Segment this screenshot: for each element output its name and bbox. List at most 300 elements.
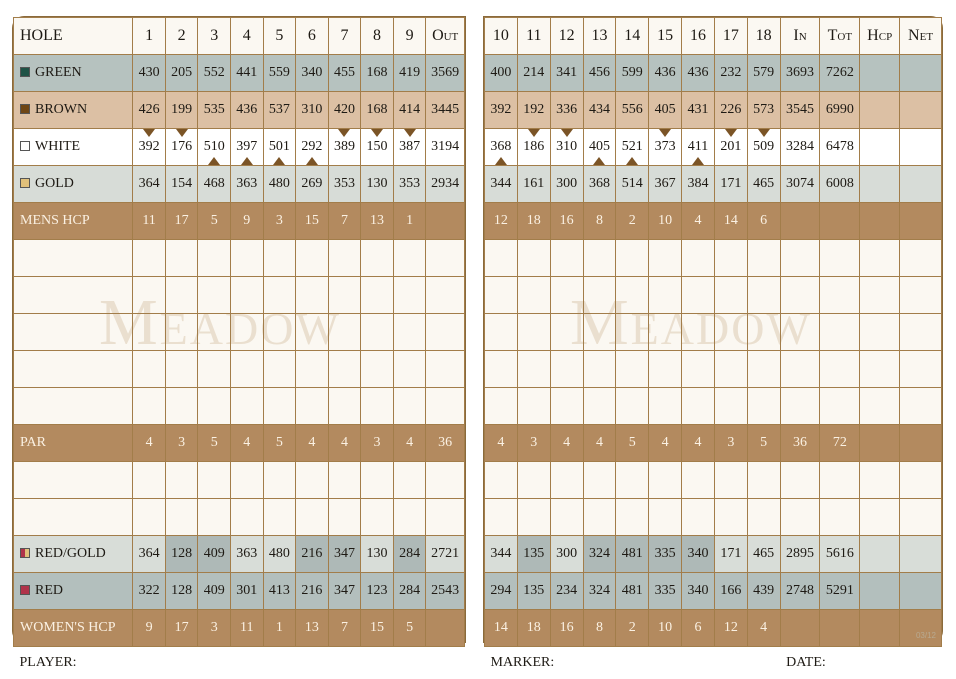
score-entry-cell[interactable] bbox=[165, 351, 198, 388]
score-entry-cell[interactable] bbox=[860, 240, 900, 277]
score-entry-cell[interactable] bbox=[296, 388, 329, 425]
score-entry-cell[interactable] bbox=[780, 499, 820, 536]
score-entry-cell[interactable] bbox=[133, 240, 166, 277]
score-entry-cell[interactable] bbox=[263, 499, 296, 536]
table-row bbox=[14, 203, 465, 240]
table-row bbox=[14, 351, 465, 388]
score-entry-cell[interactable] bbox=[296, 462, 329, 499]
hole-number: 17 bbox=[714, 18, 747, 55]
score-entry-cell[interactable] bbox=[820, 314, 860, 351]
yardage-cell: 347 bbox=[328, 573, 361, 610]
score-entry-cell[interactable] bbox=[649, 462, 682, 499]
score-entry-cell[interactable] bbox=[328, 277, 361, 314]
hole-number: 16 bbox=[682, 18, 715, 55]
score-entry-cell[interactable] bbox=[426, 499, 465, 536]
yardage-cell: 128 bbox=[165, 536, 198, 573]
score-entry-cell[interactable] bbox=[780, 351, 820, 388]
score-entry-cell[interactable] bbox=[900, 240, 942, 277]
score-entry-cell[interactable] bbox=[198, 314, 231, 351]
hcp-cell: 18 bbox=[517, 610, 550, 647]
score-entry-cell[interactable] bbox=[165, 314, 198, 351]
hole-number: 12 bbox=[550, 18, 583, 55]
hole-number: 3 bbox=[198, 18, 231, 55]
score-entry-cell[interactable] bbox=[133, 462, 166, 499]
empty-cell bbox=[780, 203, 820, 240]
score-entry-cell[interactable] bbox=[165, 277, 198, 314]
score-entry-cell[interactable] bbox=[747, 462, 780, 499]
net-entry-cell[interactable] bbox=[900, 129, 942, 166]
yardage-cell: 353 bbox=[328, 166, 361, 203]
score-entry-cell[interactable] bbox=[426, 351, 465, 388]
score-entry-cell[interactable] bbox=[328, 240, 361, 277]
hole-number: 8 bbox=[361, 18, 394, 55]
hcp-cell: 4 bbox=[747, 610, 780, 647]
score-entry-cell[interactable] bbox=[860, 314, 900, 351]
score-entry-cell[interactable] bbox=[550, 277, 583, 314]
green-swatch-icon bbox=[20, 67, 30, 77]
score-entry-cell[interactable] bbox=[296, 240, 329, 277]
score-entry-cell[interactable] bbox=[616, 240, 649, 277]
score-entry-cell[interactable] bbox=[296, 499, 329, 536]
triangle-down-icon bbox=[176, 129, 188, 137]
score-entry-cell[interactable] bbox=[426, 277, 465, 314]
hole-number: 14 bbox=[616, 18, 649, 55]
yardage-cell: 480 bbox=[263, 166, 296, 203]
hcp-cell: 17 bbox=[165, 610, 198, 647]
yardage-cell: 335 bbox=[649, 536, 682, 573]
score-entry-cell[interactable] bbox=[165, 462, 198, 499]
score-entry-cell[interactable] bbox=[230, 462, 263, 499]
score-entry-cell[interactable] bbox=[426, 388, 465, 425]
score-entry-cell[interactable] bbox=[230, 388, 263, 425]
score-entry-cell[interactable] bbox=[263, 277, 296, 314]
score-entry-cell[interactable] bbox=[133, 277, 166, 314]
score-entry-cell[interactable] bbox=[682, 240, 715, 277]
triangle-up-icon bbox=[273, 157, 285, 165]
score-entry-cell[interactable] bbox=[517, 351, 550, 388]
score-entry-cell[interactable] bbox=[485, 277, 518, 314]
net-entry-cell[interactable] bbox=[900, 55, 942, 92]
white-swatch-icon bbox=[20, 141, 30, 151]
score-entry-cell[interactable] bbox=[485, 388, 518, 425]
score-entry-cell[interactable] bbox=[165, 499, 198, 536]
yardage-cell: 335 bbox=[649, 573, 682, 610]
yardage-cell: 340 bbox=[296, 55, 329, 92]
score-entry-cell[interactable] bbox=[860, 388, 900, 425]
par-cell: 3 bbox=[517, 425, 550, 462]
yardage-cell: 310 bbox=[550, 129, 583, 166]
table-row bbox=[14, 129, 465, 166]
in-total-cell: 3074 bbox=[780, 166, 820, 203]
player-label: PLAYER: bbox=[14, 647, 465, 679]
score-entry-cell[interactable] bbox=[747, 277, 780, 314]
score-entry-cell[interactable] bbox=[583, 388, 616, 425]
yardage-cell: 192 bbox=[517, 92, 550, 129]
table-row bbox=[14, 166, 465, 203]
score-entry-cell[interactable] bbox=[393, 462, 426, 499]
score-entry-cell[interactable] bbox=[820, 388, 860, 425]
score-entry-cell[interactable] bbox=[426, 240, 465, 277]
yardage-cell: 413 bbox=[263, 573, 296, 610]
score-entry-cell[interactable] bbox=[14, 499, 133, 536]
score-entry-cell[interactable] bbox=[860, 499, 900, 536]
yardage-cell: 216 bbox=[296, 573, 329, 610]
yardage-cell: 400 bbox=[485, 55, 518, 92]
hcp-cell: 11 bbox=[133, 203, 166, 240]
score-entry-cell[interactable] bbox=[780, 388, 820, 425]
score-entry-cell[interactable] bbox=[230, 351, 263, 388]
hcp-cell: 13 bbox=[296, 610, 329, 647]
score-entry-cell[interactable] bbox=[14, 351, 133, 388]
hcp-cell: 5 bbox=[393, 610, 426, 647]
gold-tee-label bbox=[14, 166, 133, 203]
yardage-cell: 579 bbox=[747, 55, 780, 92]
score-entry-cell[interactable] bbox=[133, 499, 166, 536]
score-entry-cell[interactable] bbox=[714, 314, 747, 351]
score-entry-cell[interactable] bbox=[747, 314, 780, 351]
hole-number: 13 bbox=[583, 18, 616, 55]
table-row bbox=[14, 425, 465, 462]
score-entry-cell[interactable] bbox=[517, 277, 550, 314]
score-entry-cell[interactable] bbox=[714, 462, 747, 499]
table-row bbox=[485, 166, 942, 203]
par-cell: 4 bbox=[649, 425, 682, 462]
score-entry-cell[interactable] bbox=[485, 240, 518, 277]
hole-number: 7 bbox=[328, 18, 361, 55]
table-row bbox=[14, 277, 465, 314]
yardage-cell: 340 bbox=[682, 573, 715, 610]
yardage-cell: 480 bbox=[263, 536, 296, 573]
score-entry-cell[interactable] bbox=[900, 499, 942, 536]
score-entry-cell[interactable] bbox=[714, 499, 747, 536]
score-entry-cell[interactable] bbox=[14, 462, 133, 499]
score-entry-cell[interactable] bbox=[198, 388, 231, 425]
score-entry-cell[interactable] bbox=[649, 277, 682, 314]
triangle-down-icon bbox=[758, 129, 770, 137]
score-entry-cell[interactable] bbox=[485, 462, 518, 499]
yardage-cell: 234 bbox=[550, 573, 583, 610]
par-cell: 4 bbox=[393, 425, 426, 462]
hcp-cell: 11 bbox=[230, 610, 263, 647]
yardage-cell: 384 bbox=[682, 166, 715, 203]
score-entry-cell[interactable] bbox=[780, 314, 820, 351]
score-entry-cell[interactable] bbox=[747, 499, 780, 536]
score-entry-cell[interactable] bbox=[198, 351, 231, 388]
hcp-cell: 17 bbox=[165, 203, 198, 240]
par-cell: 3 bbox=[714, 425, 747, 462]
score-entry-cell[interactable] bbox=[860, 351, 900, 388]
hcp-cell: 1 bbox=[263, 610, 296, 647]
hcp-entry-cell[interactable] bbox=[860, 129, 900, 166]
score-entry-cell[interactable] bbox=[230, 499, 263, 536]
score-entry-cell[interactable] bbox=[328, 388, 361, 425]
score-entry-cell[interactable] bbox=[296, 351, 329, 388]
score-entry-cell[interactable] bbox=[616, 388, 649, 425]
score-entry-cell[interactable] bbox=[296, 277, 329, 314]
score-entry-cell[interactable] bbox=[328, 462, 361, 499]
yardage-cell: 367 bbox=[649, 166, 682, 203]
in-total-cell: 2748 bbox=[780, 573, 820, 610]
par-cell: 4 bbox=[583, 425, 616, 462]
white-tee-label-text: WHITE bbox=[35, 139, 81, 154]
score-entry-cell[interactable] bbox=[550, 499, 583, 536]
score-entry-cell[interactable] bbox=[820, 499, 860, 536]
yardage-cell: 284 bbox=[393, 536, 426, 573]
yardage-cell: 465 bbox=[747, 536, 780, 573]
yardage-cell: 431 bbox=[682, 92, 715, 129]
score-entry-cell[interactable] bbox=[133, 351, 166, 388]
score-entry-cell[interactable] bbox=[361, 351, 394, 388]
green-tee-label bbox=[14, 55, 133, 92]
score-entry-cell[interactable] bbox=[361, 277, 394, 314]
hcp-cell: 8 bbox=[583, 203, 616, 240]
par-cell: 5 bbox=[198, 425, 231, 462]
score-entry-cell[interactable] bbox=[263, 462, 296, 499]
yardage-cell: 397 bbox=[230, 129, 263, 166]
score-entry-cell[interactable] bbox=[682, 499, 715, 536]
score-entry-cell[interactable] bbox=[550, 462, 583, 499]
hcp-entry-cell[interactable] bbox=[860, 573, 900, 610]
empty-cell bbox=[820, 203, 860, 240]
score-entry-cell[interactable] bbox=[714, 351, 747, 388]
score-entry-cell[interactable] bbox=[230, 240, 263, 277]
score-entry-cell[interactable] bbox=[649, 351, 682, 388]
score-entry-cell[interactable] bbox=[517, 314, 550, 351]
score-entry-cell[interactable] bbox=[649, 240, 682, 277]
hcp-entry-cell[interactable] bbox=[860, 536, 900, 573]
score-entry-cell[interactable] bbox=[583, 314, 616, 351]
hcp-entry-cell[interactable] bbox=[860, 166, 900, 203]
net-entry-cell[interactable] bbox=[900, 536, 942, 573]
table-row bbox=[485, 425, 942, 462]
yardage-cell: 166 bbox=[714, 573, 747, 610]
score-entry-cell[interactable] bbox=[328, 351, 361, 388]
watermark: Meadow bbox=[570, 286, 812, 359]
score-entry-cell[interactable] bbox=[485, 314, 518, 351]
score-entry-cell[interactable] bbox=[230, 314, 263, 351]
par-cell: 4 bbox=[682, 425, 715, 462]
score-entry-cell[interactable] bbox=[649, 314, 682, 351]
tee-label-text: RED bbox=[35, 583, 63, 598]
score-entry-cell[interactable] bbox=[263, 388, 296, 425]
yardage-cell: 509 bbox=[747, 129, 780, 166]
score-entry-cell[interactable] bbox=[747, 388, 780, 425]
table-row bbox=[14, 573, 465, 610]
score-entry-cell[interactable] bbox=[328, 499, 361, 536]
table-row bbox=[14, 92, 465, 129]
score-entry-cell[interactable] bbox=[517, 499, 550, 536]
hcp-entry-cell[interactable] bbox=[860, 92, 900, 129]
yardage-cell: 216 bbox=[296, 536, 329, 573]
score-entry-cell[interactable] bbox=[133, 388, 166, 425]
score-entry-cell[interactable] bbox=[682, 314, 715, 351]
brown-swatch-icon bbox=[20, 104, 30, 114]
score-entry-cell[interactable] bbox=[14, 240, 133, 277]
score-entry-cell[interactable] bbox=[583, 351, 616, 388]
score-entry-cell[interactable] bbox=[583, 240, 616, 277]
score-entry-cell[interactable] bbox=[780, 462, 820, 499]
yardage-cell: 168 bbox=[361, 92, 394, 129]
yardage-cell: 201 bbox=[714, 129, 747, 166]
score-entry-cell[interactable] bbox=[900, 314, 942, 351]
score-entry-cell[interactable] bbox=[649, 499, 682, 536]
score-entry-cell[interactable] bbox=[393, 240, 426, 277]
net-entry-cell[interactable] bbox=[900, 166, 942, 203]
score-entry-cell[interactable] bbox=[682, 351, 715, 388]
score-entry-cell[interactable] bbox=[714, 277, 747, 314]
score-entry-cell[interactable] bbox=[550, 351, 583, 388]
grand-total-cell: 6008 bbox=[820, 166, 860, 203]
score-entry-cell[interactable] bbox=[820, 240, 860, 277]
net-entry-cell[interactable] bbox=[900, 573, 942, 610]
score-entry-cell[interactable] bbox=[393, 388, 426, 425]
score-entry-cell[interactable] bbox=[328, 314, 361, 351]
score-entry-cell[interactable] bbox=[616, 314, 649, 351]
score-entry-cell[interactable] bbox=[263, 314, 296, 351]
score-entry-cell[interactable] bbox=[426, 314, 465, 351]
score-entry-cell[interactable] bbox=[900, 462, 942, 499]
score-entry-cell[interactable] bbox=[485, 499, 518, 536]
hcp-cell: 18 bbox=[517, 203, 550, 240]
hole-number: 6 bbox=[296, 18, 329, 55]
score-entry-cell[interactable] bbox=[550, 388, 583, 425]
score-entry-cell[interactable] bbox=[820, 462, 860, 499]
score-entry-cell[interactable] bbox=[14, 277, 133, 314]
score-entry-cell[interactable] bbox=[747, 351, 780, 388]
score-entry-cell[interactable] bbox=[616, 277, 649, 314]
yardage-cell: 300 bbox=[550, 536, 583, 573]
hcp-cell: 9 bbox=[230, 203, 263, 240]
score-entry-cell[interactable] bbox=[263, 240, 296, 277]
in-total-cell: 2895 bbox=[780, 536, 820, 573]
score-entry-cell[interactable] bbox=[14, 314, 133, 351]
score-entry-cell[interactable] bbox=[682, 277, 715, 314]
par-cell: 5 bbox=[747, 425, 780, 462]
yardage-cell: 294 bbox=[485, 573, 518, 610]
hole-number: 5 bbox=[263, 18, 296, 55]
yardage-cell: 161 bbox=[517, 166, 550, 203]
hole-number: 15 bbox=[649, 18, 682, 55]
score-entry-cell[interactable] bbox=[198, 277, 231, 314]
score-entry-cell[interactable] bbox=[583, 277, 616, 314]
yardage-cell: 535 bbox=[198, 92, 231, 129]
yardage-cell: 171 bbox=[714, 536, 747, 573]
score-entry-cell[interactable] bbox=[780, 277, 820, 314]
grand-total-cell: 6990 bbox=[820, 92, 860, 129]
score-entry-cell[interactable] bbox=[230, 277, 263, 314]
hcp-cell: 12 bbox=[485, 203, 518, 240]
score-entry-cell[interactable] bbox=[714, 388, 747, 425]
yardage-cell: 340 bbox=[682, 536, 715, 573]
yardage-cell: 226 bbox=[714, 92, 747, 129]
score-entry-cell[interactable] bbox=[165, 240, 198, 277]
score-entry-cell[interactable] bbox=[198, 499, 231, 536]
table-row bbox=[485, 610, 942, 647]
score-entry-cell[interactable] bbox=[649, 388, 682, 425]
score-entry-cell[interactable] bbox=[393, 277, 426, 314]
score-entry-cell[interactable] bbox=[682, 462, 715, 499]
score-entry-cell[interactable] bbox=[393, 499, 426, 536]
net-entry-cell[interactable] bbox=[900, 92, 942, 129]
hcp-cell: 1 bbox=[393, 203, 426, 240]
score-entry-cell[interactable] bbox=[747, 240, 780, 277]
score-entry-cell[interactable] bbox=[198, 240, 231, 277]
score-entry-cell[interactable] bbox=[14, 388, 133, 425]
total-cell: 3194 bbox=[426, 129, 465, 166]
yardage-cell: 556 bbox=[616, 92, 649, 129]
score-entry-cell[interactable] bbox=[820, 351, 860, 388]
empty-cell bbox=[780, 610, 820, 647]
empty-cell bbox=[900, 610, 942, 647]
score-entry-cell[interactable] bbox=[361, 499, 394, 536]
score-entry-cell[interactable] bbox=[165, 388, 198, 425]
score-entry-cell[interactable] bbox=[361, 240, 394, 277]
yardage-cell: 154 bbox=[165, 166, 198, 203]
score-entry-cell[interactable] bbox=[517, 462, 550, 499]
yardage-cell: 552 bbox=[198, 55, 231, 92]
score-entry-cell[interactable] bbox=[900, 277, 942, 314]
hcp-cell: 15 bbox=[296, 203, 329, 240]
score-entry-cell[interactable] bbox=[393, 351, 426, 388]
score-entry-cell[interactable] bbox=[133, 314, 166, 351]
score-entry-cell[interactable] bbox=[583, 499, 616, 536]
empty-cell bbox=[820, 610, 860, 647]
score-entry-cell[interactable] bbox=[361, 388, 394, 425]
yardage-cell: 510 bbox=[198, 129, 231, 166]
score-entry-cell[interactable] bbox=[361, 462, 394, 499]
score-entry-cell[interactable] bbox=[616, 351, 649, 388]
score-entry-cell[interactable] bbox=[780, 240, 820, 277]
score-entry-cell[interactable] bbox=[616, 462, 649, 499]
score-entry-cell[interactable] bbox=[900, 351, 942, 388]
score-entry-cell[interactable] bbox=[682, 388, 715, 425]
score-entry-cell[interactable] bbox=[616, 499, 649, 536]
score-entry-cell[interactable] bbox=[900, 388, 942, 425]
score-entry-cell[interactable] bbox=[485, 351, 518, 388]
score-entry-cell[interactable] bbox=[517, 240, 550, 277]
hcp-entry-cell[interactable] bbox=[860, 55, 900, 92]
score-entry-cell[interactable] bbox=[296, 314, 329, 351]
yardage-cell: 171 bbox=[714, 166, 747, 203]
score-entry-cell[interactable] bbox=[361, 314, 394, 351]
net-label: Net bbox=[900, 18, 942, 55]
par-cell: 4 bbox=[328, 425, 361, 462]
score-entry-cell[interactable] bbox=[860, 462, 900, 499]
yardage-cell: 135 bbox=[517, 536, 550, 573]
hcp-cell: 16 bbox=[550, 203, 583, 240]
score-entry-cell[interactable] bbox=[198, 462, 231, 499]
marker-label: MARKER: bbox=[485, 647, 781, 679]
score-entry-cell[interactable] bbox=[517, 388, 550, 425]
score-entry-cell[interactable] bbox=[263, 351, 296, 388]
score-entry-cell[interactable] bbox=[426, 462, 465, 499]
mens-hcp-label-text: MENS HCP bbox=[20, 213, 90, 228]
par-label bbox=[14, 425, 133, 462]
hole-number: 10 bbox=[485, 18, 518, 55]
yardage-cell: 135 bbox=[517, 573, 550, 610]
yardage-cell: 439 bbox=[747, 573, 780, 610]
score-entry-cell[interactable] bbox=[714, 240, 747, 277]
triangle-up-icon bbox=[593, 157, 605, 165]
score-entry-cell[interactable] bbox=[550, 240, 583, 277]
score-entry-cell[interactable] bbox=[550, 314, 583, 351]
triangle-up-icon bbox=[692, 157, 704, 165]
yardage-cell: 269 bbox=[296, 166, 329, 203]
score-entry-cell[interactable] bbox=[393, 314, 426, 351]
score-entry-cell[interactable] bbox=[820, 277, 860, 314]
score-entry-cell[interactable] bbox=[583, 462, 616, 499]
score-entry-cell[interactable] bbox=[860, 277, 900, 314]
